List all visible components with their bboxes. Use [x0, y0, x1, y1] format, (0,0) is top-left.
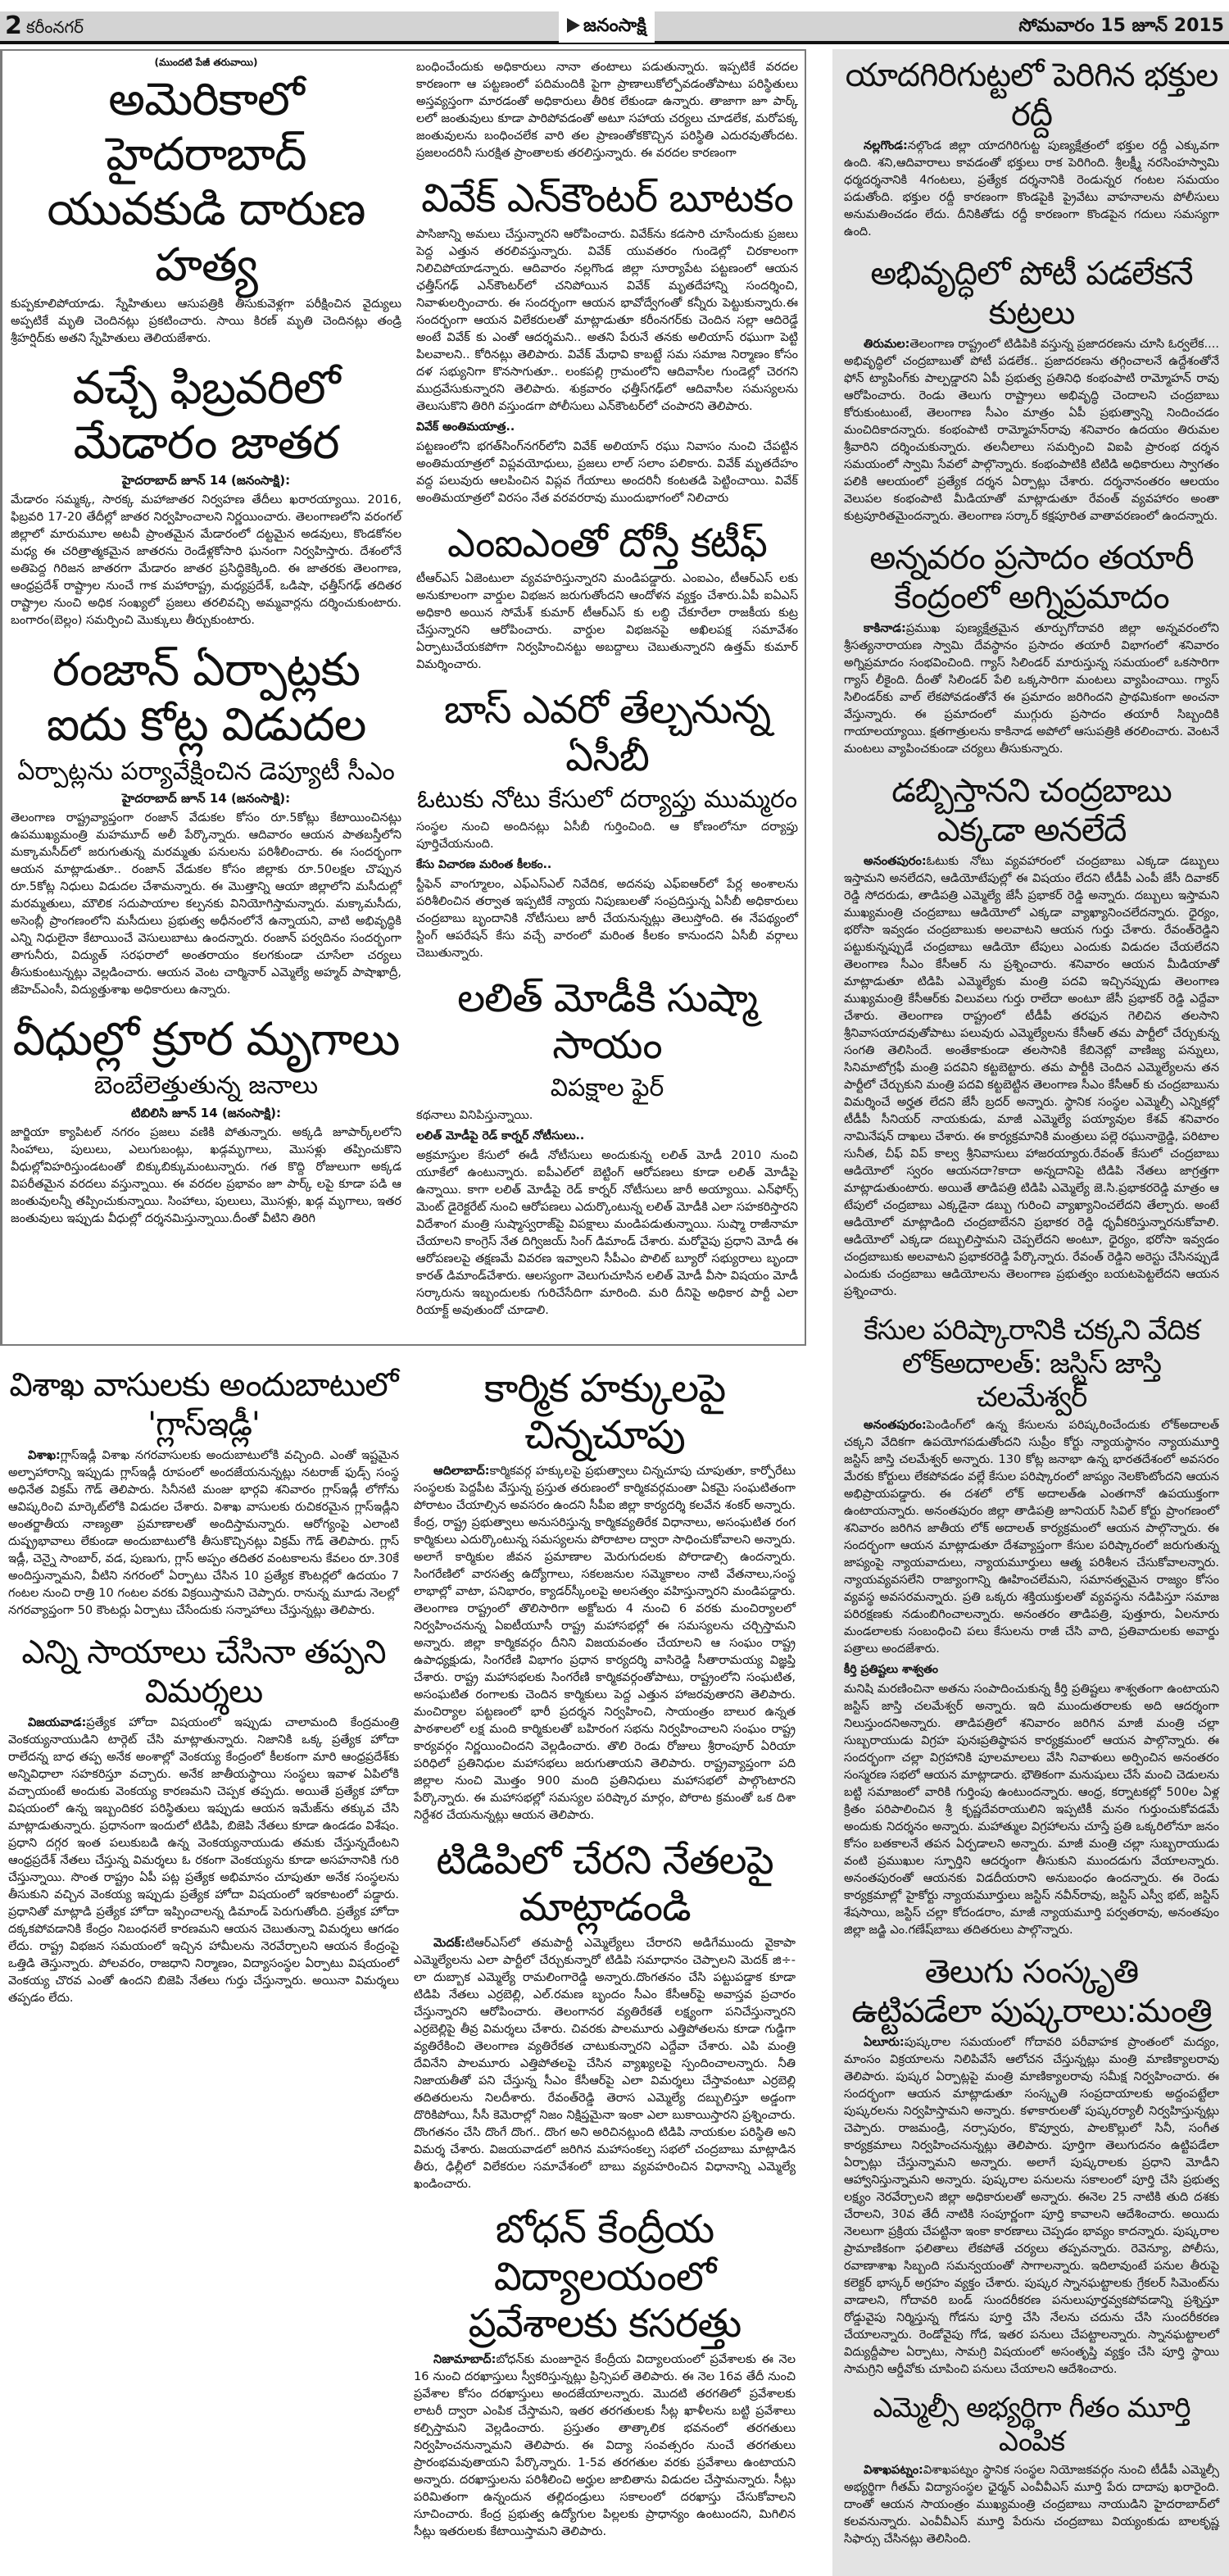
article-text: ప్రముఖ పుణ్యక్షేత్రమైన తూర్పుగోదావరి జిల్లా అన్నవరంలోని శ్రీసత్యనారాయణ స్వామి దేవస్థానం ప్రసాదం తయారీ విభాగంలో శనివారం అగ్నిప్రమాదం సంభవించింది. గ్యాస్ సిలిండర్ మారుస్తున్న సమయంలో ఒకసారిగా గ్యాస్ లీకైంది. దీంతో సిలిండర్ పేలి ఒక్కసారిగా మంటలు వ్యాపించాయి. గ్యాస్ సిలిండర్‌కు వాల్ లేకపోవడంతోనే ఈ ప్రమాదం జరిగిందని ప్రాథమికంగా అంచనా వేస్తున్నారు. ఈ ప్రమాదంలో ముగ్గురు ప్రసాదం తయారీ సిబ్బందికి గాయాలయ్యాయి. క్షతగాత్రులను కాకినాడ అపోలో ఆసుపత్రికి తరలించారు. వెంటనే మంటలు వ్యాపించకుండా చర్యలు తీసుకున్నారు. — [844, 622, 1219, 756]
article-ramzan — [11, 643, 401, 999]
headline-line: ఐదు కోట్ల విడుదల — [46, 698, 366, 752]
article-body: సంస్థల నుంచి అందినట్లు ఏసీబీ గుర్తించింది. ఆ కోణంలోనూ దర్యాప్తు పూర్తిచేయనుంది. — [416, 820, 798, 851]
article-america — [11, 56, 401, 348]
article-body: స్టీఫెన్ వాంగ్మూలం, ఎఫ్ఎస్ఎల్ నివేదిక, అదనపు ఎఫ్ఐఆర్‌లో పేర్ల అంశాలను పరిశీలించిన తర్వాత ఇప్పటికే న్యాయ నిపుణులతో సంప్రదిస్తున్న ఏసీబీ అధికారులు చంద్రబాబు బృందానికి నోటీసులు జారీ చేయనున్నట్లు తెలుస్తోంది. ఈ నేపథ్యంలో స్టింగ్ ఆపరేషన్ కేసు వచ్చే వారంలో మరింత కీలకం కానుందని ఏసీబీ వర్గాలు చెబుతున్నారు. — [416, 877, 798, 960]
article-body — [8, 1715, 399, 2007]
article-text: ఓటుకు నోటు వ్యవహారంలో చంద్రబాబు ఎక్కడా డబ్బులు ఇస్తామని అనలేదని, ఆడియోటేపుల్లో ఈ విషయం లేదని టీడీపీ ఎంపీ జేసీ దివాకర్ రెడ్డి సోదరుడు, తాడిపత్రి ఎమ్మెల్యే జేసీ ప్రభాకర్ రెడ్డి అన్నారు. దబ్బులు ఇస్తామని ముఖ్యమంత్రి చంద్రబాబు ఆడియోలో ఎక్కడా వ్యాఖ్యానించలేదన్నారు. ధైర్యం, భరోసా ఇవ్వడం చంద్రబాబుకు అలవాటని ఆయన గుర్తు చేశారు. రేవంత్‌రెడ్డిని పట్టుకున్నప్పుడే చంద్రబాబు ఆడియో టేపులు ఎందుకు విడుదల చేయలేదని తెలంగాణ సీఎం కేసీఆర్ ను ప్రశ్నించారు. శనివారం ఆయన మీడియాతో మాట్లాడుతూ టిడిపి ఎమ్మెల్యేకు మంత్రి పదవి ఇచ్చినప్పుడు తెలంగాణ ముఖ్యమంత్రి కేసీఆర్‌కు విలువలు గుర్తు రాలేదా అంటూ జేసీ ప్రభాకర్ రెడ్డి ఎద్దేవా చేశారు. తెలంగాణ రాష్ట్రంలో టీడీపీ తరఫున గెలిచిన తలసాని శ్రీనివాసయాదవుతోపాటు పలువురు ఎమ్మెల్యేలను కేసీఆర్ తమ పార్టీలో చేర్చుకున్న సంగతి తెలిసిందే. అంతేకాకుండా తలసానికి కేబినెట్లో వాణిజ్య పన్నులు, సినిమాటోగ్రఫీ మంత్రి పదవిని కట్టబెట్టారు. తమ పార్టీకి చెందిన ఎమ్మెల్యేలను తన పార్టీలో చేర్చుకుని మంత్రి పదవి కట్టబెట్టిన తెలంగాణ సీఎం కేసీఆర్ కు చంద్రబాబును విమర్శించే అర్హత లేదని జేసీ బ్రదర్ అన్నారు. స్థానిక సంస్థల ఎమ్మెల్సీ ఎన్నికల్లో టీడీపీ సీనియర్ నాయకుడు, మాజీ ఎమ్మెల్యే పయ్యావుల కేశవ్ శనివారం నామినేషన్ దాఖలు చేశారు. ఈ కార్యక్రమానికి మంత్రులు పల్లె రఘునాథ్రెడ్డి, పరిటాల సునీత, చీఫ్ విప్ కాల్వ శ్రీనివాసులు హాజరయ్యారు.రేవంత్ కేసులో చంద్రబాబు ఆడియోలో స్వరం ఆయనదా?కాదా అన్నదానిపై టిడిపి నేతలు జాగ్రత్తగా మాట్లాడుతుంటారు. అయితే తాడిపత్రి టిడిపి ఎమ్మెల్యే జె.సి.ప్రభాకరరెడ్డి మాత్రం ఆ టేపులో చంద్రబాబు ఎక్కడైనా డబ్బు గురించి వ్యాఖ్యానించలేదని తేల్చారు. అంటే ఆడియోలో మాట్లాడింది చంద్రబాబేనని ప్రభాకర రెడ్డి ధృవీకరిస్తున్నారనుకోవాలి. ఆడియోలో ఎక్కడా దబ్బులిస్తామని చెప్పలేదని అంటూ, ధైర్యం, భరోసా ఇవ్వడం చంద్రబాబుకు అలవాటని ప్రభాకరరెడ్డి పేర్కొన్నారు. రేవంత్ రెడ్డిని అరెస్టు చేసినప్పుడే ఎందుకు చంద్రబాబు ఆడియోలను తెలంగాణ ప్రభుత్వం బయటపెట్టలేదని ఆయన ప్రశ్నించారు. — [844, 855, 1219, 1298]
article-body — [414, 2351, 796, 2541]
article-body — [844, 853, 1219, 1301]
article-body — [844, 2034, 1219, 2378]
headline-line: వచ్చే ఫిబ్రవరిలో — [72, 361, 340, 415]
headline-line: కార్మిక హక్కులపై చిన్నచూపు — [483, 1365, 726, 1459]
article-venkaiah — [8, 1633, 399, 2007]
place-name: ఆదిలాబాద్: — [433, 1464, 490, 1478]
headline-line: అమెరికాలో హైదరాబాద్ — [106, 73, 306, 182]
article-medaram — [11, 361, 401, 629]
left-area — [0, 49, 806, 2554]
article-body — [414, 1935, 796, 2193]
logo-arrow-icon — [567, 18, 580, 33]
headline-line: అన్నవరం ప్రసాదం తయారీ — [869, 539, 1194, 577]
article-body — [844, 620, 1219, 758]
subheadline: బెంబేలెత్తుతున్న జనాలు — [93, 1071, 319, 1101]
bottom-middle-column — [406, 1365, 802, 2554]
dateline: హైదరాబాద్ జూన్ 14 (జనంసాక్షి): — [121, 791, 291, 806]
bottom-news-area — [0, 1365, 806, 2554]
article-vivek — [416, 175, 798, 507]
right-column-panel — [832, 49, 1229, 2576]
article-body — [8, 1447, 399, 1620]
article-pushkaralu — [844, 1952, 1219, 2378]
headline-line: తెలుగు సంస్కృతి — [924, 1953, 1139, 1992]
article-body: తెలంగాణ రాష్ట్రవ్యాప్తంగా రంజాన్ వేడుకల కోసం రూ.5కోట్లు కేటాయించినట్లు ఉపముఖ్యమంత్రి మహమూద్ అలీ పేర్కొన్నారు. ఆదివారం ఆయన పాతబస్తీలోని మక్కామసీద్‌లో జరుగుతున్న మరమ్మతు పనులను పరిశీలించారు. ఈ సందర్భంగా ఆయన మాట్లాడుతూ.. రంజాన్ వేడుకల కోసం జిల్లాకు రూ.50లక్షల చొప్పున రూ.5కోట్ల నిధులు విడుదల చేశామన్నారు. ఈ మొత్తాన్ని ఆయా జిల్లాలోని మసీదుల్లో మరమ్మతులు, మౌలిక సదుపాయాల కల్పనకు వినియోగిస్తామన్నారు. మక్కామసీదు, అసెంబ్లీ ప్రాంగణంలోని మసీదులు ప్రభుత్వ అధీనంలోనే ఉన్నాయని, వాటి అభివృద్ధికి ఎన్ని నిధులైనా కేటాయించే వెసులుబాటు ఉందన్నారు. రంజాన్ పర్వదినం సందర్భంగా తాగునీరు, విద్యుత్ సరఫరాలో అంతరాయం కలగకుండా చూసేలా చర్యలు తీసుకుంటున్నట్లు వెల్లడించారు. ఆయన వెంట చార్మినార్ ఎమ్మెల్యే అహ్మద్ పాషాఖాద్రీ, జీహెచ్ఎంసీ, విద్యుత్తుశాఖ అధికారులు ఉన్నారు. — [11, 811, 401, 997]
article-body — [414, 1463, 796, 1824]
article-body: బంధించేందుకు అధికారులు నానా తంటాలు పడుతున్నారు. ఇప్పటికే వరదల కారణంగా ఆ పట్టణంలో పదిమందికి పైగా ప్రాణాలుకోల్పోవడంతోపాటు పరిస్థితులు అస్తవ్యస్తంగా మారడంతో అధికారులు తీరిక లేకుండా ఉన్నారు. తాజాగా జూ పార్క్ లలో జంతువులు కూడా పారిపోవడంతో అటూ సహాయ చర్యలు చూడలేక, మరోపక్క జంతువులను బంధించలేక వారి తల ప్రాణంతోకకొచ్చిన పరిస్థితి ఎదురవుతోందట. ప్రజలందరినీ సురక్షిత ప్రాంతాలకు తరలిస్తున్నారు. ఈ వరదల కారణంగా — [416, 61, 798, 160]
headline-line: టిడిపిలో చేరని నేతలపై మాట్లాడండి — [436, 1837, 773, 1931]
top-news-box — [0, 49, 806, 1346]
article-text: పుష్కరాల సమయంలో గోదావరి పరీవాహక ప్రాంతంలో మద్యం, మాంసం విక్రయాలను నిలిపివేసే ఆలోచన చేస్తున్నట్లు మంత్రి మాణిక్యాలరావు తెలిపారు. పుష్కర ఏర్పాట్లపై మంత్రి మాణిక్యాలరావు సమీక్ష నిర్వహించారు. ఈ సందర్భంగా ఆయన మాట్లాడుతూ సంస్కృతి సంప్రదాయాలకు అద్దంపట్టేలా పుష్కరలను నిర్వహిస్తామని అన్నారు. కళాకారులతో పుష్కరర్యాలీ నిర్వహిస్తున్నట్లు చెప్పారు. రాజమండ్రి, నర్సాపురం, కొవ్వూరు, పాలకొల్లులో సినీ, సంగీత కార్యక్రమాలు నిర్వహించనున్నట్లు తెలిపారు. పూర్తిగా తెలుగుదనం ఉట్టిపడేలా ఏర్పాట్లు చేస్తున్నామని అన్నారు. అలాగే పుష్కరాలకు ప్రధాని మోడీని ఆహ్వానిస్తున్నామని అన్నారు. పుష్కరాల పనులను సకాలంలో పూర్తి చేసి ప్రభుత్వ లక్ష్యం నెరవేర్చాలని జిల్లా అధికారులతో అన్నారు. ఈనెల 25 నాటికి తుది దశకు చేరాలని, 30వ తేదీ నాటికి సంపూర్ణంగా పూర్తి కావాలని ఆదేశించారు. అయిదు నెలలుగా ప్రక్రియ చేపట్టినా ఇంకా కారణాలు చెప్పడం భావ్యం కాదన్నారు. పుష్కరాల ప్రామాణికంగా ఫలితాలు లేకపోతే చర్యలు తప్పవన్నారు. రెవెన్యూ, పోలీసు, రవాణాశాఖ సిబ్బంది సమన్వయంతో సాగాలన్నారు. ఇదిలావుంటే పనుల తీరుపై కలెక్టర్ భాస్కర్ అగ్రహం వ్యక్తం చేశారు. పుష్కర స్నానఘట్టాలకు గ్రేకలర్ సిమెంట్‌ను వాడాలని, గోదావరి బండ్ సుందరీకరణ పనులుపూర్తవ్వకపోవడాన్ని ప్రశ్నిస్తూ రోడ్డువైపు నిర్మిస్తున్న గోడను పూర్తి చేసి నేలను చదును చేసి సుందరీకరణ చేయాలన్నారు. రెండోవైపు గోడ, ఇతర పనులు చేపట్టాలన్నారు. స్నానఘట్టాలలో విద్యుద్దీపాల ఏర్పాటు, సామగ్రి విషయంలో అసంతృప్తి వ్యక్తం చేసి పూర్తి స్థాయి సామగ్రిని ఆర్డీవోకు చూపించి పనులు చేయాలని ఆదేశించారు. — [844, 2036, 1219, 2377]
article-yadagiri — [844, 56, 1219, 241]
article-body — [844, 336, 1219, 525]
article-body — [844, 1417, 1219, 1658]
page-body — [0, 49, 1229, 2576]
headline-line: కేసుల పరిష్కారానికి చక్కని వేదిక — [864, 1314, 1200, 1347]
headline-line: ఎన్ని సాయాలు చేసినా తప్పని విమర్శలు — [21, 1633, 386, 1711]
edition-name: కరీంనగర్ — [26, 17, 84, 37]
article-dabbistanani — [844, 771, 1219, 1301]
headline-line: రంజాన్ ఏర్పాట్లకు — [52, 643, 361, 697]
place-name: విశాఖపట్నం: — [864, 2463, 923, 2477]
article-body: కుప్పకూలిపోయాడు. స్నేహితులు ఆసుపత్రికి తీసుకువెళ్లగా పరీక్షించిన వైద్యులు అప్పటికే మృతి చెందినట్లు ప్రకటించారు. సాయి కిరణ్ మృతి చెందినట్లు తండ్రి శ్రీహర్షిద్‌కు అతని స్నేహితులు తెలియజేశారు. — [11, 297, 401, 345]
article-body: అక్రమాస్తుల కేసులో ఈడీ నోటీసులు అందుకున్న లలిత్ మోడీ 2010 నుంచి యూకేలో ఉంటున్నారు. ఐపీఎల్‌లో బెట్టింగ్ ఆరోపణలు కూడా లలిత్ మోడీపై ఉన్నాయి. కాగా లలిత్ మోడీపై రెడ్ కార్నర్ నోటీసులు జారీ అయ్యాయి. ఎన్‌ఫోర్స్ మెంట్ డైరెక్టరేట్ నుంచి ఆరోపణలు ఎదుర్కొంటున్న లలిత్ మోడీకి ఎలా సహకరిస్తారని విదేశాంగ మంత్రి సుష్మాస్వరాజ్‌పై విపక్షాలు మండిపడుతున్నాయి. సుష్మా రాజీనామా చేయాలని కాంగ్రెస్ నేత దిగ్విజయ్ సింగ్ డిమాండ్ చేశారు. మరోవైపు ప్రధాని మోడీ ఈ ఆరోపణలపై తక్షణమే వివరణ ఇవ్వాలని సీపీఎం పొలిట్ బ్యూరో సభ్యురాలు బృందా కారత్ డిమాండ్‌చేశారు. ఆలస్యంగా వెలుగుచూసిన లలిత్ మోడీ వీసా విషయం మోడీ సర్కారును ఇబ్బందులకు గురిచేసేదిగా మారింది. మరి దీనిపై అధికార పార్టీ ఎలా రియాక్ట్ అవుతుందో చూడాలి. — [416, 1148, 798, 1317]
article-body: టీఆర్ఎస్ ఏజెంటులా వ్యవహరిస్తున్నారని మండిపడ్డారు. ఎంఐఎం, టీఆర్ఎస్ లకు అనుకూలంగా వార్డుల విభజన జరుగుతోందని ఆందోళన వ్యక్తం చేశారు.ఏపీ ఐఏఎస్ అధికారి అయిన సోమేశ్ కుమార్ టీఆర్ఎస్ కు లబ్ధి చేకూరేలా రాజకీయ కుట్ర చేస్తున్నారని ఆరోపించారు. వార్డుల విభజనపై అఖిలపక్ష సమావేశం ఏర్పాటుచేయకపోగా నిర్వహించినట్టు అబద్దాలు చెబుతున్నారని ఉత్తమ్ కుమార్ విమర్శించారు. — [416, 572, 798, 672]
place-name: విజయవాడ: — [28, 1715, 87, 1729]
dateline: టిబిలిసి జూన్ 14 (జనంసాక్షి): — [130, 1105, 282, 1120]
article-text: గ్లాస్‌ఇడ్లీ విశాఖ నగరవాసులకు అందుబాటులోకి వచ్చింది. ఎంతో ఇష్టమైన అల్పాహారాన్ని ఇప్పుడు గ్లాస్‌ఇడ్లీ రూపంలో అందజేయనున్నట్లు నటరాజ్ ఫుడ్స్ సంస్థ అధినేత విక్రమ్ గౌడ్ తెలిపారు. సినీనటి మంజు భార్గవి శనివారం గ్లాస్‌ఇడ్లీ లోగోను ఆవిష్కరించి మార్కెట్‌లోకి విడుదల చేశారు. విశాఖ వాసులకు రుచికరమైన గ్లాస్‌ఇడ్లీని అంతర్జాతీయ నాణ్యతా ప్రమాణాలతో అందిస్తామన్నారు. ఆరోగ్యంపై ఎలాంటి దుష్ప్రభావాలు లేకుండా అందుబాటులోకి తీసుకొచ్చినట్లు విక్రమ్ గౌడ్ తెలిపారు. గ్లాస్ ఇడ్లీ, చెన్నై సాంబార్, వడ, పుణుగు, గ్లాస్ అప్పం తదితర వంటకాలను కేవలం రూ.30కే అందిస్తున్నామని, వీటిని నగరంలో ఏర్పాటు చేసిన 10 ప్రత్యేక కౌంటర్లలో ఉదయం 7 గంటల నుంచి రాత్రి 10 గంటల వరకు విక్రయిస్తామని చెప్పారు. రానున్న మూడు నెలల్లో నగరవ్యాప్తంగా 50 కౌంటర్లు ఏర్పాటు చేసేందుకు సన్నాహాలు చేస్తున్నట్లు తెలిపారు. — [8, 1448, 399, 1617]
place-name: మెదక్: — [433, 1936, 465, 1950]
article-mim — [416, 520, 798, 675]
place-name: అనంతపురం: — [864, 855, 927, 868]
headline-line: యాదగిరిగుట్టలో పెరిగిన భక్తుల రద్దీ — [845, 57, 1218, 134]
article-text: విశాఖపట్నం స్థానిక సంస్థల నియోజకవర్గం నుంచి టీడీపీ ఎమ్మెల్సీ అభ్యర్థిగా గీతమ్ విద్యాసంస్థల ఛైర్మన్ ఎంవీవీఎస్ మూర్తి పేరు దాదాపు ఖరారైంది. దాంతో ఆయన సాయంత్రం ముఖ్యమంత్రి చంద్రబాబు నాయుడిని హైదరాబాద్‌లో కలవనున్నారు. ఎంవీవీఎస్ మూర్తి పేరును చంద్రబాబు వియ్యంకుడు బాలకృష్ణ సిఫార్సు చేసినట్లు తెలిసింది. — [844, 2463, 1219, 2546]
subheadline: ఏర్పాట్లను పర్యావేక్షించిన డెప్యూటీ సీఎం — [17, 756, 395, 786]
article-text: బోధన్‌కు మంజూరైన కేంద్రీయ విద్యాలయంలో ప్రవేశాలకు ఈ నెల 16 నుంచి దరఖాస్తులు స్వీకరిస్తున్నట్లు ప్రిన్సిపల్ తెలిపారు. ఈ నెల 16వ తేదీ నుంచి ప్రవేశాల కోసం దరఖాస్తులు అందజేయాలన్నారు. మొదటి తరగతిలో ప్రవేశాలకు లాటరీ ద్వారా ఎంపిక చేస్తామని, ఇతర తరగతులకు సీట్ల ఖాళీలను బట్టి ప్రవేశాలు కల్పిస్తామని వెల్లడించారు. ప్రస్తుతం తాత్కాలిక భవనంలో తరగతులు నిర్వహించనున్నామని తెలిపారు. ఈ విద్యా సంవత్సరం నుంచే తరగతులు ప్రారంభమవుతాయని పేర్కొన్నారు. 1-5వ తరగతుల వరకు ప్రవేశాలు ఉంటాయని అన్నారు. దరఖాస్తులను పరిశీలించి అర్హుల జాబితాను విడుదల చేస్తామన్నారు. సీట్లు పరిమితంగా ఉన్నందున తల్లిదండ్రులు సకాలంలో దరఖాస్తు చేసుకోవాలని సూచించారు. కేంద్ర ప్రభుత్వ ఉద్యోగుల పిల్లలకు ప్రాధాన్యం ఉంటుందని, మిగిలిన సీట్లు ఇతరులకు కేటాయిస్తామని తెలిపారు. — [414, 2352, 796, 2538]
article-tdp — [414, 1838, 796, 2193]
article-geetham-murthy — [844, 2392, 1219, 2548]
headline-line: విద్యాలయంలో ప్రవేశాలకు కసరత్తు — [468, 2253, 741, 2347]
article-text: కార్మికవర్గ హక్కులపై ప్రభుత్వాలు చిన్నచూపు చూపుతూ, కార్పోరేటు సంస్థలకు పెద్దపీట వేస్తున్న ప్రస్తుత తరుణంలో కార్మికవర్గమంతా ఏకమై సంఘటితంగా పోరాటం చేయాల్సిన అవసరం ఉందని సీపీఐ జిల్లా కార్యదర్శి కలవేన శంకర్ అన్నారు. కేంద్ర, రాష్ట్ర ప్రభుత్వాలు అనుసరిస్తున్న కార్మికవ్యతిరేక విధానాలు, అసంఘటిత రంగ కార్మికులు ఎదుర్కొంటున్న సమస్యలను పోరాటాల ద్వారా సాధించుకోవాలని అన్నారు. అలాగే కార్మికుల జీవన ప్రమాణాల మెరుగుదలకు పోరాడాల్సి ఉందన్నారు. సింగరేణిలో వారసత్వ ఉద్యోగాలు, సకలజనుల సమ్మెకాలం నాటి వేతనాలు,సంస్థ లాభాల్లో వాటా, పనిభారం, క్యాడర్‌స్కీంలపై అలసత్వం వహిస్తున్నారని మండిపడ్డారు. తెలంగాణ రాష్ట్రంలో తొలిసారిగా అక్టోబరు 4 నుంచి 6 వరకు మంచిర్యాలలో నిర్వహించనున్న ఏఐటీయూసీ రాష్ట్ర మహాసభల్లో ఈ సమస్యలను చర్చిస్తామని అన్నారు. జిల్లా కార్మికవర్గం దీనిని విజయవంతం చేయాలని ఆ సంఘం రాష్ట్ర ఉపాధ్యక్షుడు, సింగరేణి విభాగం ప్రధాన కార్యదర్శి వాసిరెడ్డి సీతారామయ్య విజ్ఞప్తి చేశారు. రాష్ట్ర మహాసభలకు సింగరేణి కార్మికవర్గంతోపాటు, రాష్ట్రంలోని సంఘటిత, అసంఘటిత రంగాలకు చెందిన కార్మికులు పెద్ద ఎత్తున హాజరవుతారని తెలిపారు. మంచిర్యాల పట్టణంలో భారీ ప్రదర్శన నిర్వహించి, సాయంత్రం బాలుర ఉన్నత పాఠశాలలో లక్ష మంది కార్మికులతో బహిరంగ సభను నిర్వహించాలని సంఘం రాష్ట్ర కార్యవర్గం నిర్ణయించిందని వెల్లడించారు. తొలి రెండు రోజులు శ్రీరాంపూర్ ఏరియా పరిధిలో ప్రతినిధుల మహాసభలు జరుగుతాయని తెలిపారు. రాష్ట్రవ్యాప్తంగా పది జిల్లాల నుంచి మొత్తం 900 మంది ప్రతినిధులు మహాసభలో పాల్గొంటారని పేర్కొన్నారు. ఈ మహాసభల్లో సమస్యల పరిష్కార మార్గం, పోరాట క్రమంతో ఒక దిశా నిర్దేశర చేయనున్నట్లు ఆయన తెలిపారు. — [414, 1464, 796, 1822]
place-name: నిజామాబాద్: — [433, 2352, 497, 2366]
article-karmika — [414, 1365, 796, 1824]
place-name: ఏలూరు: — [864, 2036, 905, 2050]
article-lok-adalat — [844, 1314, 1219, 1939]
section-heading: కేసు విచారణ మరింత కీలకం.. — [416, 857, 552, 871]
article-body: పట్టణంలోని భగత్‌సింగ్‌నగర్‌లోని వివేక్ అలియాస్ రఘు నివాసం నుంచి చేపట్టిన అంతిమయాత్రలో విప్లవయోధులు, ప్రజలు లాల్ సలాం పలికారు. వివేక్ మృతదేహం వద్ద పలువురు ఆలపించిన విప్లవ గేయాలు అందరినీ కంటతడి పెట్టించాయి. వివేక్ అంతిమయాత్రలో విరసం నేత వరవరరావు ముందుభాగంలో నిలిచారు — [416, 439, 798, 505]
headline-line: అభివృద్ధిలో పోటీ పడలేకనే కుట్రలు — [870, 255, 1193, 332]
article-tbilisi — [11, 1012, 401, 1228]
headline-line: బాస్ ఎవరో తేల్చనున్న ఏసీబీ — [443, 687, 771, 780]
article-text: టిఆర్ఎస్‌లో తమపార్టీ ఎమ్మెల్యేలు చేరారని అడిగేముందు వైకాపా ఎమ్మెల్యేలను ఎలా పార్టీలో చేర్చుకున్నారో టిడిపి సమాధానం చెప్పాలని మెదక్ జి÷-లా దుబ్బాక ఎమ్మెల్యే రామలింగారెడ్డి అన్నారు.దొంగతనం చేసి పట్టుపడ్డాక కూడా టిడిపి నేతలు ఎర్రబెల్లి, ఎల్.రమణ బృందం సీఎం కేసీఆర్‌పై అవాస్తవ ప్రచారం చేస్తున్నారని ఆరోపించారు. తెలంగానర వ్యతిరేకతే లక్ష్యంగా పనిచేస్తున్నారని ఎర్రబెల్లిపై తీవ్ర విమర్శలు చేశారు. చివరకు పాలమూరు ఎత్తిపోతలను కూడా గుడ్డిగా వ్యతిరేకించి తెలంగాణ వ్యతిరేకత చాటుకున్నారని ఎద్దేవా చేశారు. ఎపి మంత్రి దేవినేని పాలమూరు ఎత్తిపోతలపై చేసిన వ్యాఖ్యలపై స్పందించాలన్నారు. నీతి నిజాయతీతో పని చేస్తున్న సీఎం కేసీఆర్‌పై ఎలా విమర్శలు చేస్తావంటూ ఎర్రబెల్లి తదితరులను నిలదీశారు. రేవంత్‌రెడ్డి తెరాస ఎమ్మెల్యే దబ్బులిస్తూ అడ్డంగా దొరికిపోయి, సీసీ కెమెరాల్లో నిజం నిక్షిప్తమైనా ఇంకా ఎలా బుకాయిస్తారని ప్రశ్నించారు. దొంగతనం చేసి దొంగే దొంగ.. దొంగ అని అరిచినట్లుంది టిడిపి నాయకుల పరిస్థితి అని విమర్శ చేశారు. విజయవాడలో జరిగిన మహాసంకల్ప సభలో చంద్రబాబు మాట్లాడిన తీరు, ఢిల్లీలో విలేకరుల సమావేశంలో బాబు వ్యవహరించిన విధానాన్ని ఎమ్మెల్యే ఖండించారు. — [414, 1936, 796, 2191]
place-name: తిరుమల: — [864, 338, 910, 351]
article-body — [844, 2462, 1219, 2548]
continued-label: (ముందటి పేజీ తరువాయి) — [154, 57, 258, 68]
top-middle-column — [408, 56, 805, 1333]
article-body: మేడారం సమ్మక్క, సారక్క మహాజాతర నిర్వహణ తేదీలు ఖరారయ్యాయి. 2016, ఫిబ్రవరి 17-20 తేదీల్లో జాతర నిర్వహించాలని నిర్ణయించారు. తెలంగాణలోని వరంగల్ జిల్లాలో మారుమూల అటవీ ప్రాంతమైన మేడారంలో దట్టమైన అడవులు, కొండకోనల మధ్య ఈ చరిత్రాత్మకమైన జాతరను రెండేళ్లకోసారి ఘనంగా నిర్వహిస్తారు. దేశంలోనే అతిపెద్ద గిరిజన జాతరగా మేడారం జాతర ప్రసిద్ధికెక్కింది. ఈ జాతరకు తెలంగాణ, ఆంధ్రప్రదేశ్ రాష్ట్రాల నుంచే గాక మహారాష్ట్ర, మధ్యప్రదేశ్, ఒడిషా, ఛత్తీస్‌గఢ్ తదితర రాష్ట్రాల నుంచి అధిక సంఖ్యలో ప్రజలు తరలివచ్చి అమ్మవార్లను దర్శించుకుంటారు. బంగారం(బెల్లం) సమర్పించి మొక్కులు తీర్చుకుంటారు. — [11, 493, 401, 628]
article-body — [844, 138, 1219, 241]
place-name: అనంతపురం: — [864, 1419, 927, 1433]
section-heading: లలిత్ మోడీపై రెడ్ కార్నర్ నోటీసులు.. — [416, 1129, 585, 1143]
headline-line: కేంద్రంలో అగ్నిప్రమాదం — [894, 579, 1169, 616]
dateline: హైదరాబాద్ జూన్ 14 (జనంసాక్షి): — [121, 473, 291, 488]
article-bodhan — [414, 2206, 796, 2541]
article-lalit-modi — [416, 975, 798, 1320]
headline-line: ఎంఐఎంతో దోస్తీ కటీఫ్ — [447, 520, 767, 566]
top-left-column — [2, 56, 408, 1333]
headline-line: వీధుల్లో క్రూర మృగాలు — [12, 1013, 400, 1066]
headline-line: మేడారం జాతర — [73, 416, 339, 470]
subheadline: ఓటుకు నోటు కేసులో దర్యాప్తు ముమ్మరం — [416, 785, 798, 815]
place-name: నల్లగొండ: — [864, 139, 908, 152]
article-tbilisi-continued — [416, 59, 798, 162]
article-body: జార్జియా క్యాపిటల్ నగరం ప్రజలు వణికి పోతున్నారు. అక్కడి జూపార్క్‌లలోని సింహాలు, పులులు, ఎలుగుబంట్లు, ఖడ్గమృగాలు, మొసళ్లు తప్పించుకొని వీధుల్లోవిహరిస్తుండటంతో బిక్కుబిక్కుమంటున్నారు. గత కొద్ది రోజులుగా అక్కడ విపరీతమైన వరదలు వస్తున్నాయి. ఈ వరదల ప్రభావం జూ పార్క్ లపై కూడా పడి ఆ జంతువులన్నీ తప్పించుకున్నాయి. సింహాలు, పులులు, మొసళ్లు, ఖడ్గ మృగాలు, ఇతర జంతువులు ఇప్పుడు వీధుల్లో దర్శనమిస్తున్నాయి.దీంతో వీటిని తిరిగి — [11, 1125, 401, 1225]
headline-line: ఉట్టిపడేలా పుష్కరాలు:మంత్రి — [851, 1992, 1212, 2031]
article-acb — [416, 687, 798, 962]
article-text: ప్రత్యేక హోదా విషయంలో ఇప్పుడు చాలామంది కేంద్రమంత్రి వెంకయ్యనాయుడిని టార్గెట్ చేసి మాట్లాతున్నారు. నిజానికి ఒక్క ప్రత్యేక హోదా రాలేదన్న బాధ తప్ప అనేక అంశాల్లో వెంకయ్య కేంద్రంలో కీలకంగా మారి ఆంధ్రప్రదేశ్‌కు అన్నివిధాలా సహకరిస్తూ వచ్చారు. అనేక జాతీయస్థాయి సంస్థలు ఇవాళ ఏపిలోకి వచ్చాయంటే అందుకు వెంకయ్య కారణమని చెప్పక తప్పదు. అయితే ప్రత్యేక హోదా విషయంలో ఉన్న ఇబ్బందికర పరిస్థితులు ఇప్పుడు ఆయన ఇమేజ్‌ను తక్కువ చేసి మాట్లాడుతున్నారు. ప్రధానంగా ఇందులో టిడిపి, బిజెపి నేతలు కూడా ఉండడం విశేషం. ప్రధాని దగ్గర ఇంత పలుకుబడి ఉన్న వెంకయ్యనాయుడు తమకు చేస్తున్నదేంటని ఆంధ్రప్రదేశ్ నేతలు చేస్తున్న విమర్శలు ఓ రకంగా వెంకయ్యను కూడా అసహనానికి గురి చేస్తున్నాయి. సొంత రాష్ట్రం ఏపీ పట్ల ప్రత్యేక అభిమానం చూపుతూ అనేక సంస్థలను తీసుకుని వచ్చిన వెంకయ్య ఇప్పుడు ప్రత్యేక హోదా విషయంలో ఇరకాటంలో పడ్డారు. ప్రధానితో మాట్లాడి ప్రత్యేక హోదా ఇప్పించాలన్న డిమాండ్ పెరుగుతోంది. ప్రత్యేక హోదా దక్కకపోవడానికి కేంద్రం నిబంధనలే కారణమని ఆయన చెబుతున్నా విమర్శలు ఆగడం లేదు. రాష్ట్ర విభజన సమయంలో ఇచ్చిన హామీలను నెరవేర్చాలని ఆయన కేంద్రంపై ఒత్తిడి తెస్తున్నారు. పోలవరం, రాజధాని నిర్మాణం, విద్యాసంస్థల ఏర్పాటు విషయంలో వెంకయ్య చొరవ ఎంతో ఉందని బిజెపి నేతలు గుర్తు చేస్తున్నారు. అయినా విమర్శలు తప్పడం లేదు. — [8, 1715, 399, 2005]
headline-line: బోధన్ కేంద్రీయ — [495, 2206, 714, 2252]
issue-date: సోమవారం 15 జూన్ 2015 — [1018, 16, 1224, 36]
article-glass-idly — [8, 1365, 399, 1620]
section-heading: వివేక్ అంతిమయాత్ర.. — [416, 420, 515, 434]
page-number: 2 — [5, 11, 22, 40]
headline-line: వివేక్ ఎన్‌కౌంటర్ బూటకం — [421, 175, 793, 221]
headline-line: డబ్బిస్తానని చంద్రబాబు ఎక్కడా అనలేదే — [891, 772, 1172, 849]
article-body: పాసిజాన్ని అమలు చేస్తున్నారని ఆరోపించారు. వివేక్‌ను కడసారి చూసేందుకు ప్రజలు పెద్ద ఎత్తున తరలివస్తున్నారు. వివేక్ యువతరం గుండెల్లో చిరకాలంగా నిలిచిపోయాడన్నారు. ఆదివారం నల్లగొండ జిల్లా సూర్యాపేట పట్టణంలో ఆయన ఛత్తీస్‌గఢ్ ఎన్‌కౌంటర్‌లో చనిపోయిన వివేక్ మృతదేహాన్ని సందర్శించి, నివాళులర్పించారు. ఈ సందర్భంగా ఆయన భావోద్వేగంతో కన్నీరు పెట్టుకున్నారు.ఈ సందర్భంగా ఆయన విలేకరులతో మాట్లాడుతూ కరీంనగర్‌కు చెందిన సల్లా ఆదిరెడ్డే అంటే వివేక్ కు ఎంతో ఆదర్శమని.. అతని పేరునే తనకు అలియాస్ రఘుగా పెట్టి పిలవాలని.. కోరినట్లు తెలిపారు. వివేక్ మేధావి కాబట్టే సమ సమాజ నిర్మాణం కోసం దళ సభ్యునిగా కొనసాగుతూ.. లంకపల్లి గ్రామంలోని ఆదివాసీల గుండెల్లో చెరగని ముద్రవేసుకున్నారని తెలిపారు. శుక్రవారం ఛత్తీస్‌గఢ్‌లో ఆదివాసీల సమస్యలను తెలుసుకొని తిరిగి వస్తుండగా పోలీసులు ఎన్‌కౌంటర్‌లో చంపారని తెలిపారు. — [416, 227, 798, 413]
bottom-left-column — [0, 1365, 406, 2554]
headline-line: ఎమ్మెల్సీ అభ్యర్థిగా గీతం మూర్తి ఎంపిక — [873, 2392, 1190, 2459]
section-heading: కీర్తి ప్రతిష్టలు శాశ్వతం — [844, 1663, 938, 1677]
headline-line: యువకుడి దారుణ హత్య — [47, 183, 365, 292]
headline-line: లోక్‌అదాలత్: జస్టిస్ జాస్తి చలమేశ్వర్ — [901, 1347, 1162, 1414]
article-abhivruddhi — [844, 254, 1219, 525]
logo-text: జనంసాక్షి — [583, 16, 646, 36]
article-text: పెండింగ్‌లో ఉన్న కేసులను పరిష్కరించేందుకు లోక్‌అదాలత్ చక్కని వేదికగా ఉపయోగపడుతోందని సుప్రీం కోర్టు న్యాయస్థానం న్యాయమూర్తి జస్టిస్ జాస్తి చలమేశ్వర్ అన్నారు. 130 కోట్ల జనాభా ఉన్న భారతదేశంలో అవసరం మేరకు కోర్టులు లేకపోవడం వల్లే కేసుల పరిష్కారంలో జాప్యం నెలకొంటోందని ఆయన అభిప్రాయపడ్డారు. ఈ దశలో లోక్ అదాలత్‌ఉ ఎంతగానో ఉపయుక్తంగా ఉంటాయన్నారు. అనంతపురం జిల్లా తాడిపత్రి జూనియర్ సివిల్ కోర్టు ప్రాంగణంలో శనివారం జరిగిన జాతీయ లోక్ అదాలత్ కార్యక్రమంలో ఆయన పాల్గొన్నారు. ఈ సందర్భంగా ఆయన మాట్లాడుతూ దేశవ్యాప్తంగా కేసుల పరిష్కారంలో జరుగుతున్న జాప్యంపై న్యాయవాదులు, న్యాయమూర్తులు ఆత్మ పరిశీలన చేసుకోవాలన్నారు. న్యాయవ్యవసలేని రాజ్యాంగాన్ని ఊహించలేమని, సమానత్వమైన రాజ్యం కోసం వ్యవస్థ అవసరమన్నారు. ప్రతి ఒక్కరు శక్తియుక్తులతో వ్యవస్థను నడిపిస్తూ సమాజ పరిరక్షణకు నడుంబిగించాలన్నారు. అనంతరం తాడిపత్రి, పుత్తూరు, ఏలనూరు మండలాలకు సంబంధించి పలు కేసులను రాజీ చేసి వాది, ప్రతివాదులకు అవార్డు పత్రాలు అందజేశారు. — [844, 1419, 1219, 1656]
newspaper-logo — [559, 10, 655, 43]
article-body: మనిషి మరణించినా అతను సంపాదించుకున్న కీర్తి ప్రతిష్టలు శాశ్వతంగా ఉంటాయని జస్టిస్ జాస్తి చలమేశ్వర్ అన్నారు. ఇది ముందుతరాలకు అది ఆదర్శంగా నిలుస్తుందనిఅన్నారు. తాడిపత్రిలో శనివారం జరిగిన మాజీ మంత్రి చల్లా సుబ్బరాయుడు విగ్రహ పునఃప్రతిష్ఠాపన కార్యక్రమంలో ఆయన పాల్గొన్నారు. ఈ సందర్భంగా చల్లా విగ్రహానికి పూలమాలలు వేసి నివాళులు అర్పించిన అనంతరం సంస్మరణ సభలో ఆయన మాట్లాడారు. భౌతికంగా మనుషులు చేసే మంచి చెడులను బట్టి సమాజంలో వారికి గుర్తింపు ఉంటుందన్నారు. ఆంధ్ర, కర్నాటకల్లో 500ల ఏళ్ల క్రితం పరిపాలించిన శ్రీ కృష్ణదేవరాయులిని ఇప్పటికీ మనం గుర్తుంచుకోవడమే అందుకు నిదర్శనం అన్నారు. మహాత్ముల విగ్రహాలను చూస్తే ప్రతి ఒక్కరిలోనూ జనం కోసం బతకాలనే తపన ఏర్పడాలని అన్నారు. మాజీ మంత్రి చల్లా సుబ్బరాయుడు వంటి ప్రముఖుల స్ఫూర్తిని ఆదర్శంగా తీసుకుని ముందడుగు వేయాలన్నారు. అనంతపురంతో ఆయనకు విడదీయరాని అనుబంధం ఉందన్నారు. ఈ రెండు కార్యక్రమాల్లో హైకోర్టు న్యాయమూర్తులు జస్టిస్ నవీన్‌రావు, జస్టిస్ ఎస్వీ భట్, జస్టిస్ శేషసాయి, జస్టిస్ చల్లా కోదండరాం, మాజీ న్యాయమూర్తి పర్వతరావు, అనంతపుం జిల్లా జడ్జి ఎం.గణేష్‌బాబు తదితరులు పాల్గొన్నారు. — [844, 1683, 1219, 1938]
article-text: నల్గొండ జిల్లా యాదగిరిగుట్ట పుణ్యక్షేత్రంలో భక్తుల రద్దీ ఎక్కువగా ఉంది. శని,ఆదివారాలు కావడంతో భక్తులు రాక పెరిగింది. శ్రీలక్ష్మీ నరసింహస్వామి ధర్మదర్శనానికి 4గంటలు, ప్రత్యేక దర్శనానికి రెండున్నర గంటల సమయం పడుతోంది. భక్తుల రద్దీ కారణంగా కొండపైకి ప్రైవేటు వాహనాలను పోలీసులు అనుమతించడం లేదు. దీనికితోడు రద్దీ కారణంగా కొండపైన గదులు సమస్యగా ఉంది. — [844, 139, 1219, 239]
article-annavaram — [844, 538, 1219, 758]
headline-line: లలిత్ మోడీకి సుష్మా సాయం — [457, 975, 757, 1069]
headline-line: విశాఖ వాసులకు అందుబాటులో 'గ్లాస్‌ఇడ్లీ' — [9, 1365, 398, 1443]
subheadline: విపక్షాల ఫైర్ — [550, 1074, 664, 1103]
place-name: కాకినాడ: — [864, 622, 906, 635]
place-name: విశాఖ: — [28, 1448, 61, 1462]
article-body: కథనాలు వినిపిస్తున్నాయి. — [416, 1108, 533, 1122]
page-header — [0, 11, 1229, 44]
article-text: తెలంగాణ రాష్ట్రంలో టిడిపికి వస్తున్న ప్రజాదరణను చూసి ఓర్వలేక.... అభివృద్ధిలో చంద్రబాబుతో పోటీ పడలేక.. ప్రజాదరణను తగ్గించాలనే ఉద్దేశంతోనే ఫోన్ ట్యాపింగ్‌కు పాల్పడ్డారని ఏపీ ప్రభుత్వ ప్రతినిధి కంభంపాటి రామ్మోహన్ రావు ఆరోపించారు. రెండు తెలుగు రాష్ట్రాలు అభివృద్ధి చెందాలని చంద్రబాబు కోరుకుంటుంటే, తెలంగాణ సీఎం మాత్రం ఏపీ ప్రభుత్వాన్ని నిందించడం మంచిదికాదన్నారు. కంభంపాటి రామ్మోహన్‌రావు శనివారం ఉదయం తిరుమల శ్రీవారిని దర్శించుకున్నారు. తలనీలాలు సమర్పించి విఐపి ప్రారంభ దర్శన సమయంలో స్వామి సేవలో పాల్గొన్నారు. కంభంపాటికి టిటిడి అధికారులు స్వాగతం పలికి ఆలయంలో ప్రత్యేక దర్శన ఏర్పాట్లు చేశారు. దర్శనానంతరం ఆలయం వెలుపల కంభంపాటి మీడియాతో మాట్లాడుతూ రేవంత్ వ్యవహారం అంతా కుట్రపూరితమైందన్నారు. తెలంగాణ సర్కార్ కక్షపూరిత వాతావరణంలో ఉందన్నారు. — [844, 338, 1219, 523]
